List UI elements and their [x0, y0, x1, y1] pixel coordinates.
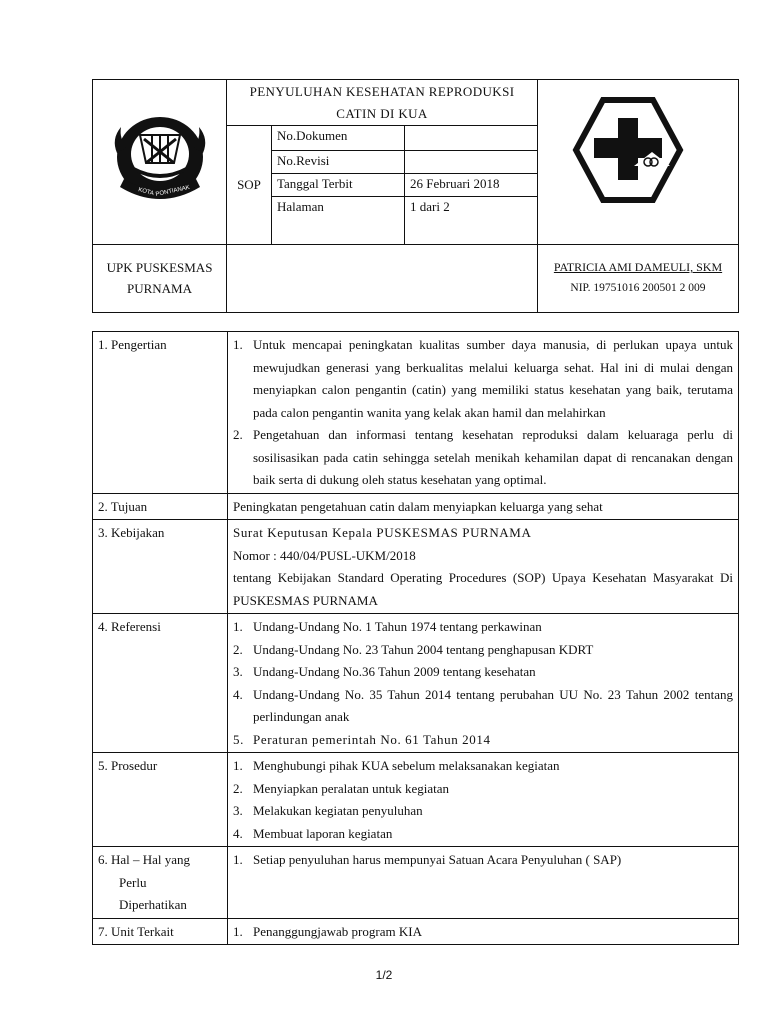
field-label-no-dokumen: No.Dokumen — [272, 126, 405, 151]
blank-cell — [227, 245, 538, 313]
list-item: 1. Untuk mencapai peningkatan kualitas sumber daya manusia, di perlukan upaya untuk mewujudkan generasi yang berkualitas melalui keluarga sehat. Hal ini di mulai dengan menyiapkan calon pengantin (catin) yang memiliki status kesehatan yang baik, terutama pada calon pengantin wanita yang kelak akan hamil dan melahirkan — [233, 337, 733, 420]
list-item: 3. Melakukan kegiatan penyuluhan — [233, 803, 423, 818]
document-title — [227, 80, 538, 126]
section-body: Peningkatan pengetahuan catin dalam menyiapkan keluarga yang sehat — [228, 493, 739, 520]
list-item: 3. Undang-Undang No.36 Tahun 2009 tentang kesehatan — [233, 664, 536, 679]
list-item: 1. Undang-Undang No. 1 Tahun 1974 tentang perkawinan — [233, 619, 542, 634]
field-value-halaman: 1 dari 2 — [405, 197, 538, 245]
city-emblem-icon — [93, 80, 226, 240]
section-label: 3. Kebijakan — [93, 520, 228, 614]
puskesmas-logo-icon — [538, 80, 738, 240]
section-body — [228, 520, 739, 614]
field-value-tanggal-terbit: 26 Februari 2018 — [405, 174, 538, 197]
logo-cell-right — [538, 80, 739, 245]
section-row-unit-terkait — [93, 918, 739, 945]
title-line-1: PENYULUHAN KESEHATAN REPRODUKSI — [249, 83, 515, 99]
sop-content-table — [92, 331, 739, 945]
list-item: 5. Peraturan pemerintah No. 61 Tahun 2014 — [233, 731, 491, 747]
section-label: 2. Tujuan — [93, 493, 228, 520]
section-row-pengertian — [93, 332, 739, 494]
logo-cell-left — [93, 80, 227, 245]
list-item: 4. Membuat laporan kegiatan — [233, 825, 393, 841]
list-item: 1. Setiap penyuluhan harus mempunyai Satuan Acara Penyuluhan ( SAP) — [233, 852, 622, 867]
sop-header-table — [92, 79, 739, 313]
section-label: 6. Hal – Hal yang Perlu Diperhatikan — [93, 847, 228, 919]
field-label-halaman: Halaman — [272, 197, 405, 245]
section-label: 1. Pengertian — [93, 332, 228, 494]
org-line-1: UPK PUSKESMAS — [106, 260, 213, 275]
section-label: 5. Prosedur — [93, 753, 228, 847]
policy-line: tentang Kebijakan Standard Operating Procedures (SOP) Upaya Kesehatan Masyarakat Di PUSKESMAS PURNAMA — [233, 570, 733, 608]
organization-cell — [93, 245, 227, 313]
section-body — [228, 918, 739, 945]
field-label-no-revisi: No.Revisi — [272, 151, 405, 174]
section-body — [228, 332, 739, 494]
page-number: 1/2 — [375, 968, 393, 982]
section-row-tujuan — [93, 493, 739, 520]
section-row-kebijakan — [93, 520, 739, 614]
field-label-tanggal-terbit: Tanggal Terbit — [272, 174, 405, 197]
policy-line: Surat Keputusan Kepala PUSKESMAS PURNAMA — [233, 525, 532, 540]
field-value-no-dokumen — [405, 126, 538, 151]
policy-line: Nomor : 440/04/PUSL-UKM/2018 — [233, 547, 416, 563]
section-row-referensi — [93, 614, 739, 753]
section-row-hal-yang-perlu-diperhatikan — [93, 847, 739, 919]
section-row-prosedur — [93, 753, 739, 847]
section-body — [228, 614, 739, 753]
signer-cell — [538, 245, 739, 313]
section-label: 7. Unit Terkait — [93, 918, 228, 945]
sop-label: SOP — [227, 126, 272, 245]
list-item: 2. Undang-Undang No. 23 Tahun 2004 tentang penghapusan KDRT — [233, 641, 594, 657]
list-item: 2. Pengetahuan dan informasi tentang kesehatan reproduksi dalam keluaraga perlu di sosilisasikan pada catin sehingga setelah menikah kehamilan dapat di rencanakan dengan baik serta di dukung oleh status kesehatan yang optimal. — [233, 427, 733, 487]
svg-text:PONTIANAK: PONTIANAK — [155, 184, 191, 198]
field-value-no-revisi — [405, 151, 538, 174]
title-line-2: CATIN DI KUA — [336, 105, 428, 121]
org-line-2: PURNAMA — [126, 281, 192, 296]
section-body — [228, 753, 739, 847]
section-label: 4. Referensi — [93, 614, 228, 753]
svg-text:KOTA: KOTA — [137, 187, 155, 198]
list-item: 1. Penanggungjawab program KIA — [233, 923, 422, 939]
list-item: 1. Menghubungi pihak KUA sebelum melaksanakan kegiatan — [233, 758, 560, 773]
signer-nip: NIP. 19751016 200501 2 009 — [570, 282, 706, 294]
signer-name: PATRICIA AMI DAMEULI, SKM — [553, 260, 723, 274]
list-item: 4. Undang-Undang No. 35 Tahun 2014 tentang perubahan UU No. 23 Tahun 2002 tentang perlindungan anak — [233, 686, 733, 724]
list-item: 2. Menyiapkan peralatan untuk kegiatan — [233, 780, 450, 796]
section-body — [228, 847, 739, 919]
